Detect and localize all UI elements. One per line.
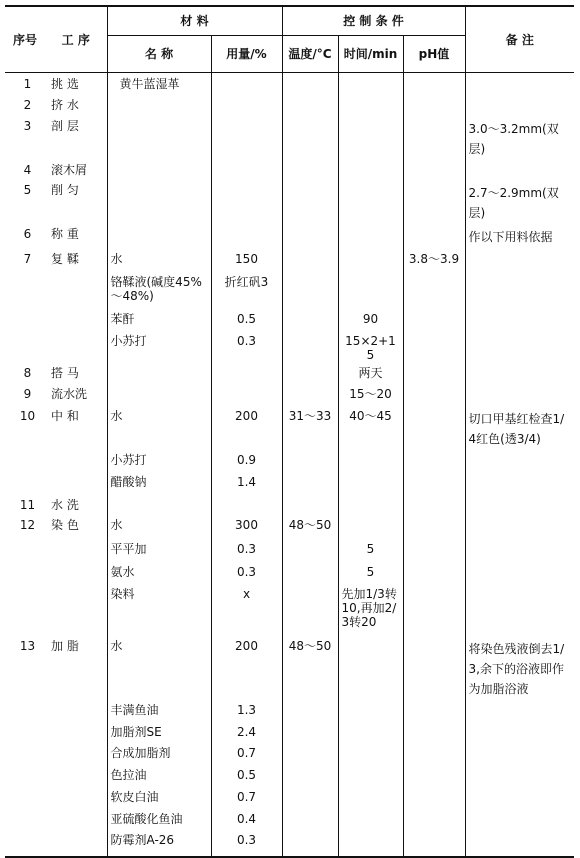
note-text: 作以下用料依据 xyxy=(465,223,574,248)
ph-value xyxy=(403,538,465,561)
material-amount: 0.3 xyxy=(211,330,282,362)
process-name: 水 洗 xyxy=(51,497,79,512)
temperature-value: 48～50 xyxy=(282,635,338,699)
process-name xyxy=(45,721,107,742)
table-row xyxy=(5,471,574,494)
temperature-value xyxy=(282,73,338,94)
ph-value xyxy=(403,308,465,330)
process-name xyxy=(45,271,107,308)
table-row xyxy=(5,808,574,829)
note-text xyxy=(465,764,574,786)
ph-value xyxy=(403,635,465,699)
temperature-value xyxy=(282,561,338,583)
time-value: 先加1/3转10,再加2/3转20 xyxy=(338,583,403,635)
process-name: 染 色 xyxy=(51,517,79,532)
time-value xyxy=(338,699,403,721)
ph-value xyxy=(403,449,465,471)
row-number xyxy=(5,583,45,635)
note-text xyxy=(465,159,574,179)
row-number: 2 xyxy=(23,97,32,112)
time-value xyxy=(338,808,403,829)
time-value: 两天 xyxy=(338,362,403,383)
material-name: 苯酐 xyxy=(107,308,211,330)
ph-value xyxy=(403,561,465,583)
row-number xyxy=(5,561,45,583)
ph-value xyxy=(403,73,465,94)
table-row xyxy=(5,829,574,857)
material-name xyxy=(107,494,211,514)
process-name xyxy=(45,561,107,583)
note-text xyxy=(465,583,574,635)
ph-value xyxy=(403,764,465,786)
ph-value xyxy=(403,471,465,494)
ph-value xyxy=(403,383,465,405)
table-row xyxy=(5,699,574,721)
material-amount: 折红矾3 xyxy=(211,271,282,308)
row-number: 5 xyxy=(23,182,32,197)
table-row xyxy=(5,635,574,699)
process-name xyxy=(45,829,107,857)
material-name xyxy=(107,94,211,115)
note-text xyxy=(465,271,574,308)
ph-value xyxy=(403,405,465,449)
temperature-value xyxy=(282,115,338,159)
material-amount xyxy=(211,383,282,405)
row-number: 11 xyxy=(19,497,36,512)
time-value xyxy=(338,115,403,159)
ph-value xyxy=(403,330,465,362)
material-amount: 0.9 xyxy=(211,449,282,471)
process-name xyxy=(45,583,107,635)
material-name: 色拉油 xyxy=(107,764,211,786)
material-amount: 0.5 xyxy=(211,764,282,786)
table-row xyxy=(5,73,574,94)
material-amount xyxy=(211,223,282,248)
time-value xyxy=(338,764,403,786)
note-text xyxy=(465,561,574,583)
material-name: 水 xyxy=(107,405,211,449)
temperature-value xyxy=(282,308,338,330)
time-value xyxy=(338,159,403,179)
material-name: 亚硫酸化鱼油 xyxy=(107,808,211,829)
header-note: 备 注 xyxy=(465,6,574,73)
row-number xyxy=(5,742,45,764)
ph-value xyxy=(403,742,465,764)
temperature-value xyxy=(282,383,338,405)
material-amount: 200 xyxy=(211,635,282,699)
time-value xyxy=(338,721,403,742)
process-name: 削 匀 xyxy=(51,182,79,197)
note-text: 2.7～2.9mm(双层) xyxy=(465,179,574,223)
temperature-value xyxy=(282,583,338,635)
process-name: 挑 选 xyxy=(51,77,79,91)
process-name xyxy=(45,308,107,330)
row-number xyxy=(5,330,45,362)
time-value: 15～20 xyxy=(338,383,403,405)
table-row xyxy=(5,514,574,538)
ph-value xyxy=(403,514,465,538)
ph-value xyxy=(403,786,465,808)
note-text xyxy=(465,514,574,538)
time-value xyxy=(338,73,403,94)
material-name: 小苏打 xyxy=(107,449,211,471)
process-name: 加 脂 xyxy=(51,638,79,653)
temperature-value xyxy=(282,159,338,179)
note-text xyxy=(465,248,574,271)
table-row xyxy=(5,721,574,742)
material-amount: 0.5 xyxy=(211,308,282,330)
note-text: 将染色残液倒去1/3,余下的浴液即作为加脂浴液 xyxy=(465,635,574,699)
note-text xyxy=(465,73,574,94)
temperature-value xyxy=(282,742,338,764)
material-amount: 0.3 xyxy=(211,829,282,857)
ph-value xyxy=(403,271,465,308)
time-value xyxy=(338,829,403,857)
material-amount: 300 xyxy=(211,514,282,538)
temperature-value xyxy=(282,223,338,248)
row-number xyxy=(5,471,45,494)
ph-value xyxy=(403,223,465,248)
table-row xyxy=(5,115,574,159)
material-name: 水 xyxy=(107,514,211,538)
table-body xyxy=(5,73,574,857)
material-name: 防霉剂A-26 xyxy=(107,829,211,857)
temperature-value xyxy=(282,808,338,829)
temperature-value xyxy=(282,764,338,786)
header-no: 序号 xyxy=(5,6,45,73)
ph-value xyxy=(403,494,465,514)
material-name xyxy=(107,115,211,159)
material-amount: 0.3 xyxy=(211,538,282,561)
row-number xyxy=(5,764,45,786)
row-number: 12 xyxy=(19,517,36,532)
time-value: 90 xyxy=(338,308,403,330)
material-amount xyxy=(211,94,282,115)
time-value xyxy=(338,271,403,308)
process-name: 称 重 xyxy=(51,226,79,241)
temperature-value xyxy=(282,829,338,857)
material-name: 醋酸钠 xyxy=(107,471,211,494)
header-time: 时间/min xyxy=(338,36,403,73)
note-text xyxy=(465,449,574,471)
header-temperature: 温度/°C xyxy=(282,36,338,73)
temperature-value xyxy=(282,248,338,271)
material-amount xyxy=(211,73,282,94)
row-number: 13 xyxy=(19,638,36,653)
table-row xyxy=(5,223,574,248)
temperature-value xyxy=(282,271,338,308)
note-text: 3.0～3.2mm(双层) xyxy=(465,115,574,159)
material-amount xyxy=(211,362,282,383)
time-value xyxy=(338,471,403,494)
material-name: 平平加 xyxy=(107,538,211,561)
table-row xyxy=(5,449,574,471)
material-name: 小苏打 xyxy=(107,330,211,362)
temperature-value: 48～50 xyxy=(282,514,338,538)
material-name: 丰满鱼油 xyxy=(107,699,211,721)
table-row xyxy=(5,248,574,271)
process-name xyxy=(45,699,107,721)
note-text xyxy=(465,330,574,362)
material-amount: x xyxy=(211,583,282,635)
time-value xyxy=(338,94,403,115)
ph-value xyxy=(403,699,465,721)
time-value xyxy=(338,248,403,271)
temperature-value xyxy=(282,179,338,223)
note-text xyxy=(465,721,574,742)
note-text xyxy=(465,383,574,405)
table-row xyxy=(5,362,574,383)
material-name xyxy=(107,223,211,248)
header-control-conditions: 控 制 条 件 xyxy=(282,6,465,36)
process-name xyxy=(45,449,107,471)
note-text xyxy=(465,94,574,115)
table-row xyxy=(5,764,574,786)
table-row xyxy=(5,405,574,449)
time-value: 5 xyxy=(338,538,403,561)
process-name xyxy=(45,742,107,764)
note-text xyxy=(465,699,574,721)
row-number: 10 xyxy=(19,408,36,423)
process-name: 滚木屑 xyxy=(51,162,88,177)
material-name xyxy=(107,159,211,179)
header-name: 名 称 xyxy=(107,36,211,73)
table-row xyxy=(5,742,574,764)
note-text xyxy=(465,308,574,330)
material-amount: 2.4 xyxy=(211,721,282,742)
ph-value xyxy=(403,115,465,159)
row-number: 8 xyxy=(23,365,32,380)
process-name: 搭 马 xyxy=(51,365,79,380)
material-name: 氨水 xyxy=(107,561,211,583)
material-name: 铬鞣液(碱度45%～48%) xyxy=(107,271,211,308)
temperature-value xyxy=(282,94,338,115)
material-amount: 200 xyxy=(211,405,282,449)
row-number xyxy=(5,449,45,471)
time-value: 40～45 xyxy=(338,405,403,449)
temperature-value xyxy=(282,721,338,742)
material-amount xyxy=(211,115,282,159)
process-name: 挤 水 xyxy=(51,97,79,112)
row-number xyxy=(5,308,45,330)
note-text xyxy=(465,362,574,383)
temperature-value xyxy=(282,471,338,494)
row-number: 9 xyxy=(23,386,32,401)
material-name: 水 xyxy=(107,635,211,699)
note-text xyxy=(465,808,574,829)
time-value xyxy=(338,635,403,699)
ph-value xyxy=(403,583,465,635)
note-text xyxy=(465,471,574,494)
process-name xyxy=(45,538,107,561)
material-amount: 0.3 xyxy=(211,561,282,583)
temperature-value xyxy=(282,330,338,362)
ph-value xyxy=(403,829,465,857)
material-name: 加脂剂SE xyxy=(107,721,211,742)
table-row xyxy=(5,330,574,362)
material-amount xyxy=(211,179,282,223)
temperature-value: 31～33 xyxy=(282,405,338,449)
table-row xyxy=(5,159,574,179)
ph-value xyxy=(403,94,465,115)
time-value xyxy=(338,514,403,538)
row-number xyxy=(5,271,45,308)
table-row xyxy=(5,271,574,308)
time-value xyxy=(338,494,403,514)
temperature-value xyxy=(282,494,338,514)
ph-value: 3.8～3.9 xyxy=(403,248,465,271)
header-materials: 材 料 xyxy=(107,6,282,36)
note-text xyxy=(465,538,574,561)
row-number xyxy=(5,721,45,742)
row-number: 6 xyxy=(23,226,32,241)
temperature-value xyxy=(282,699,338,721)
process-name xyxy=(45,764,107,786)
ph-value xyxy=(403,362,465,383)
process-name xyxy=(45,786,107,808)
material-amount: 0.7 xyxy=(211,786,282,808)
process-name: 流水洗 xyxy=(51,386,88,401)
time-value xyxy=(338,223,403,248)
time-value xyxy=(338,449,403,471)
table-row xyxy=(5,561,574,583)
table-row xyxy=(5,494,574,514)
note-text xyxy=(465,786,574,808)
material-name: 水 xyxy=(107,248,211,271)
temperature-value xyxy=(282,449,338,471)
row-number xyxy=(5,829,45,857)
material-name: 合成加脂剂 xyxy=(107,742,211,764)
material-amount: 0.4 xyxy=(211,808,282,829)
header-ph: pH值 xyxy=(403,36,465,73)
row-number xyxy=(5,699,45,721)
material-name xyxy=(107,179,211,223)
process-name: 中 和 xyxy=(51,408,79,423)
material-name: 软皮白油 xyxy=(107,786,211,808)
ph-value xyxy=(403,179,465,223)
row-number: 4 xyxy=(23,162,32,177)
material-name: 染料 xyxy=(107,583,211,635)
row-number: 7 xyxy=(23,251,32,266)
time-value: 15×2+15 xyxy=(338,330,403,362)
process-name xyxy=(45,808,107,829)
temperature-value xyxy=(282,362,338,383)
material-amount xyxy=(211,494,282,514)
process-name: 剖 层 xyxy=(51,118,79,133)
table-row xyxy=(5,94,574,115)
table-row xyxy=(5,538,574,561)
row-number xyxy=(5,786,45,808)
time-value: 5 xyxy=(338,561,403,583)
ph-value xyxy=(403,721,465,742)
time-value xyxy=(338,786,403,808)
header-process: 工 序 xyxy=(45,6,107,73)
row-number: 3 xyxy=(23,118,32,133)
process-name xyxy=(45,471,107,494)
note-text: 切口甲基红检查1/4红色(透3/4) xyxy=(465,405,574,449)
table-row xyxy=(5,308,574,330)
material-name: 黄牛蓝湿革 xyxy=(107,73,211,94)
material-name xyxy=(107,362,211,383)
material-amount: 150 xyxy=(211,248,282,271)
note-text xyxy=(465,494,574,514)
time-value xyxy=(338,179,403,223)
material-name xyxy=(107,383,211,405)
temperature-value xyxy=(282,786,338,808)
material-amount: 0.7 xyxy=(211,742,282,764)
row-number xyxy=(5,808,45,829)
ph-value xyxy=(403,159,465,179)
note-text xyxy=(465,829,574,857)
material-amount: 1.4 xyxy=(211,471,282,494)
process-table xyxy=(5,5,574,858)
row-number: 1 xyxy=(23,77,32,91)
table-row xyxy=(5,383,574,405)
temperature-value xyxy=(282,538,338,561)
row-number xyxy=(5,538,45,561)
note-text xyxy=(465,742,574,764)
header-amount: 用量/% xyxy=(211,36,282,73)
process-name: 复 鞣 xyxy=(51,251,79,266)
material-amount: 1.3 xyxy=(211,699,282,721)
table-row xyxy=(5,179,574,223)
table-row xyxy=(5,786,574,808)
time-value xyxy=(338,742,403,764)
table-row xyxy=(5,583,574,635)
process-name xyxy=(45,330,107,362)
material-amount xyxy=(211,159,282,179)
ph-value xyxy=(403,808,465,829)
